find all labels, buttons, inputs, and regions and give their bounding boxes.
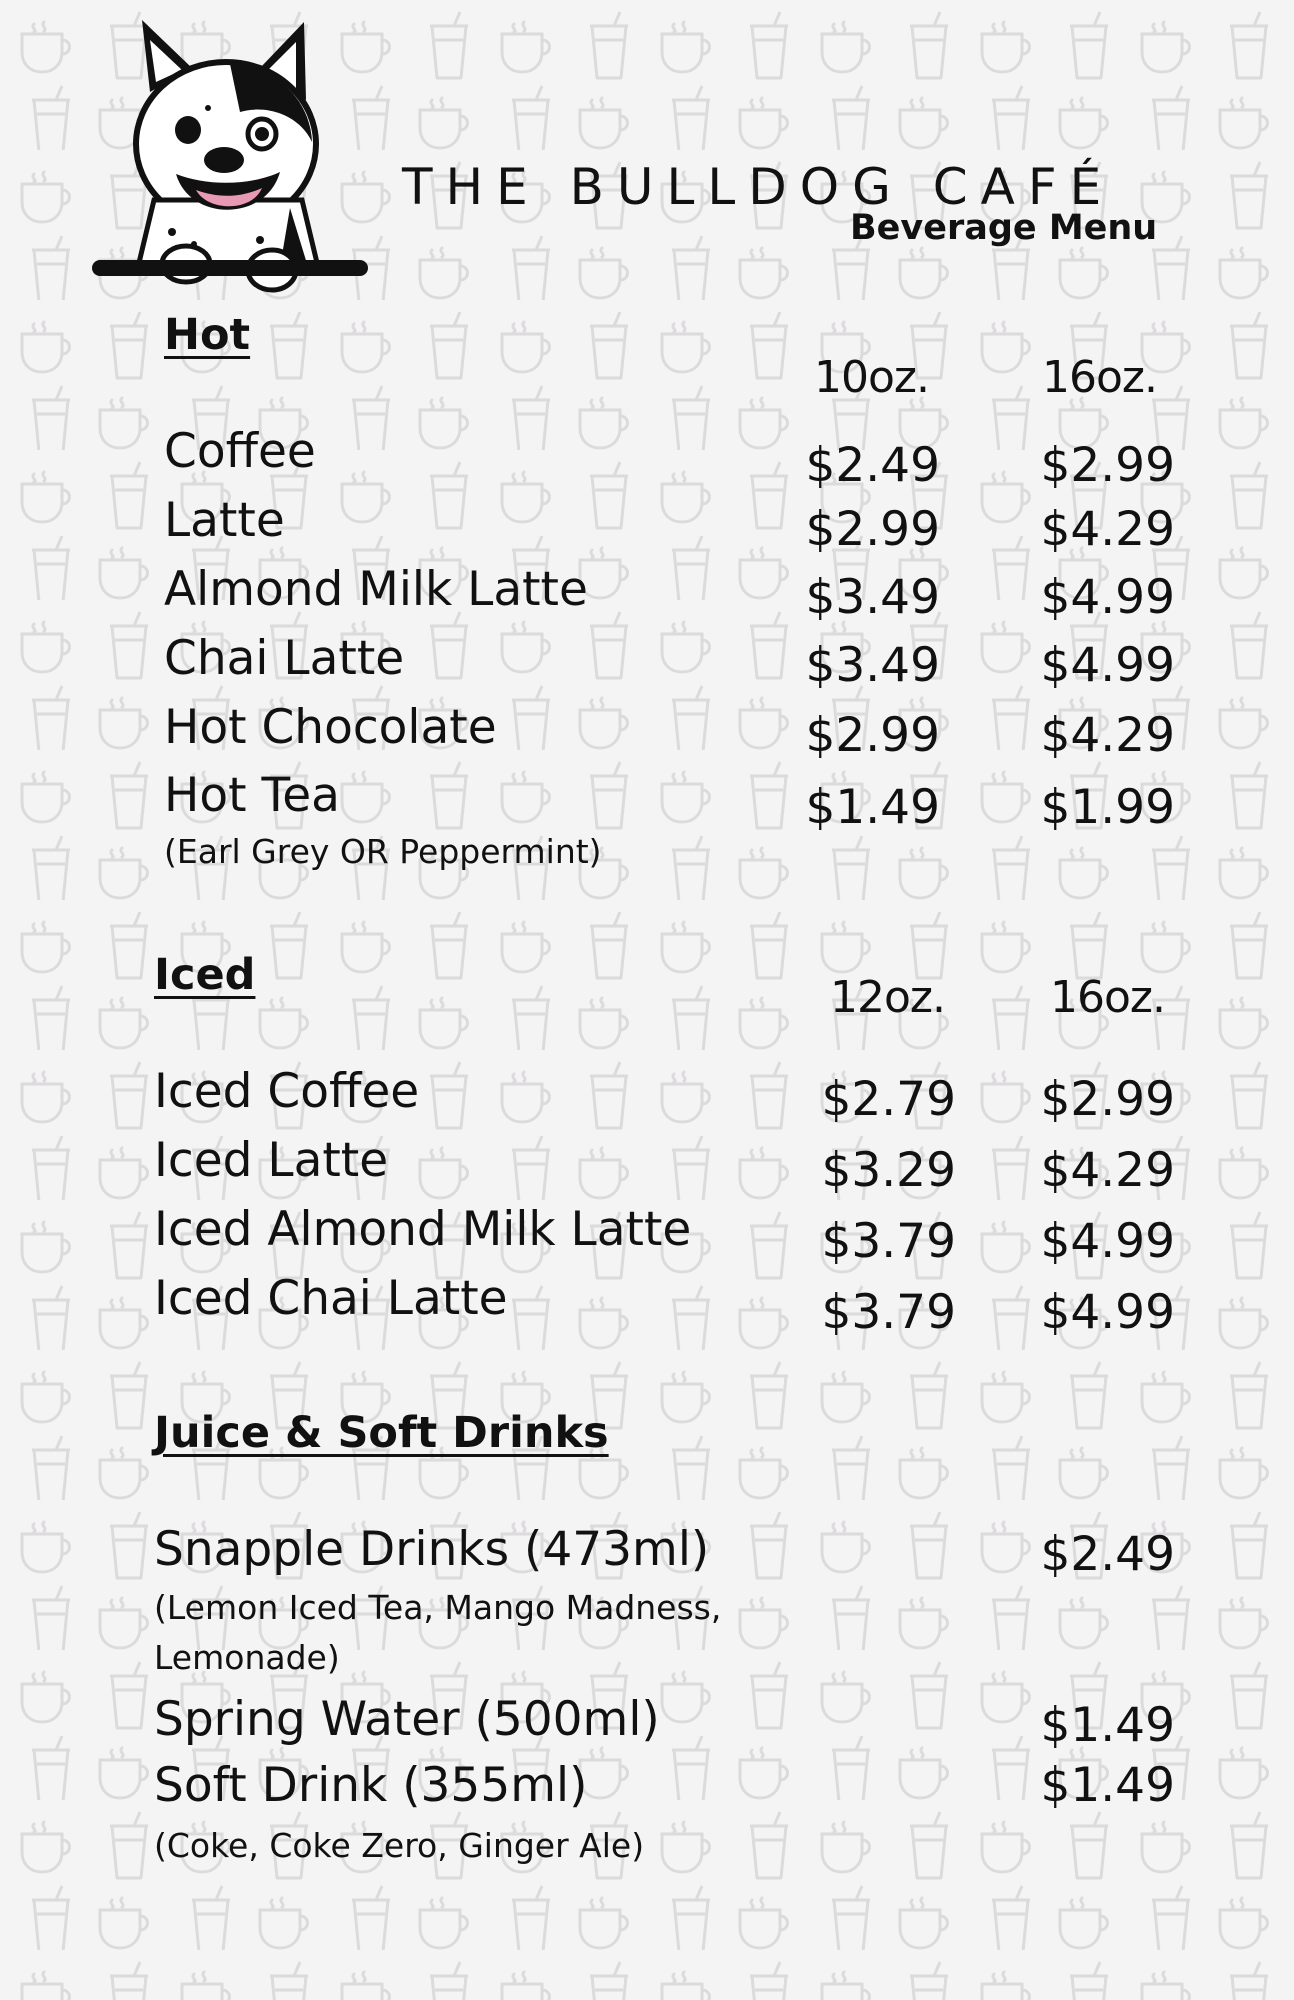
menu-item-note: Lemonade) — [154, 1638, 340, 1677]
menu-item-price-large: $4.29 — [1040, 708, 1175, 763]
menu-item-price-large: $2.99 — [1040, 1072, 1175, 1127]
section-title-juice: Juice & Soft Drinks — [154, 1408, 609, 1458]
menu-item-name: Iced Chai Latte — [154, 1271, 508, 1326]
menu-item-note: (Earl Grey OR Peppermint) — [164, 832, 602, 871]
section-title-iced: Iced — [154, 950, 256, 1000]
menu-item-price-large: $4.99 — [1040, 570, 1175, 625]
menu-item-price: $1.49 — [1040, 1758, 1175, 1813]
size-label-small: 12oz. — [830, 972, 945, 1023]
menu-item-price-small: $2.79 — [821, 1072, 956, 1127]
menu-item-price-large: $4.99 — [1040, 638, 1175, 693]
menu-item-name: Iced Latte — [154, 1133, 389, 1188]
menu-item-price-small: $3.29 — [821, 1143, 956, 1198]
menu-item-price: $2.49 — [1040, 1527, 1175, 1582]
menu-item-price-small: $3.79 — [821, 1214, 956, 1269]
menu-item-price-small: $1.49 — [805, 780, 940, 835]
menu-item-price-small: $2.99 — [805, 502, 940, 557]
menu-item-name: Hot Chocolate — [164, 700, 497, 755]
menu-item-price-large: $2.99 — [1040, 438, 1175, 493]
menu-item-name: Chai Latte — [164, 631, 405, 686]
menu-item-name: Iced Almond Milk Latte — [154, 1202, 692, 1257]
menu-item-note: (Lemon Iced Tea, Mango Madness, — [154, 1588, 722, 1627]
menu-item-price-large: $1.99 — [1040, 780, 1175, 835]
menu-item-price-small: $2.49 — [805, 438, 940, 493]
menu-item-name: Latte — [164, 493, 285, 548]
menu-item-price-large: $4.29 — [1040, 1143, 1175, 1198]
menu-item-name: Spring Water (500ml) — [154, 1692, 660, 1747]
bulldog-logo-icon — [90, 12, 370, 302]
menu-item-price-large: $4.99 — [1040, 1285, 1175, 1340]
menu-item-name: Soft Drink (355ml) — [154, 1758, 588, 1813]
section-title-hot: Hot — [164, 310, 251, 360]
menu-item-price-small: $3.79 — [821, 1285, 956, 1340]
size-label-small: 10oz. — [814, 352, 929, 403]
menu-item-name: Snapple Drinks (473ml) — [154, 1522, 710, 1577]
menu-item-price-large: $4.99 — [1040, 1214, 1175, 1269]
menu-item-price-large: $4.29 — [1040, 502, 1175, 557]
size-label-large: 16oz. — [1042, 352, 1157, 403]
menu-item-name: Iced Coffee — [154, 1064, 420, 1119]
menu-item-price-small: $3.49 — [805, 638, 940, 693]
cafe-name: THE BULLDOG CAFÉ — [402, 158, 1115, 216]
menu-item-price: $1.49 — [1040, 1698, 1175, 1753]
menu-item-price-small: $2.99 — [805, 708, 940, 763]
size-label-large: 16oz. — [1050, 972, 1165, 1023]
menu-item-note: (Coke, Coke Zero, Ginger Ale) — [154, 1826, 645, 1865]
menu-item-name: Coffee — [164, 424, 316, 479]
menu-item-name: Almond Milk Latte — [164, 562, 588, 617]
menu-subtitle: Beverage Menu — [850, 208, 1158, 248]
menu-item-name: Hot Tea — [164, 768, 340, 823]
menu-item-price-small: $3.49 — [805, 570, 940, 625]
